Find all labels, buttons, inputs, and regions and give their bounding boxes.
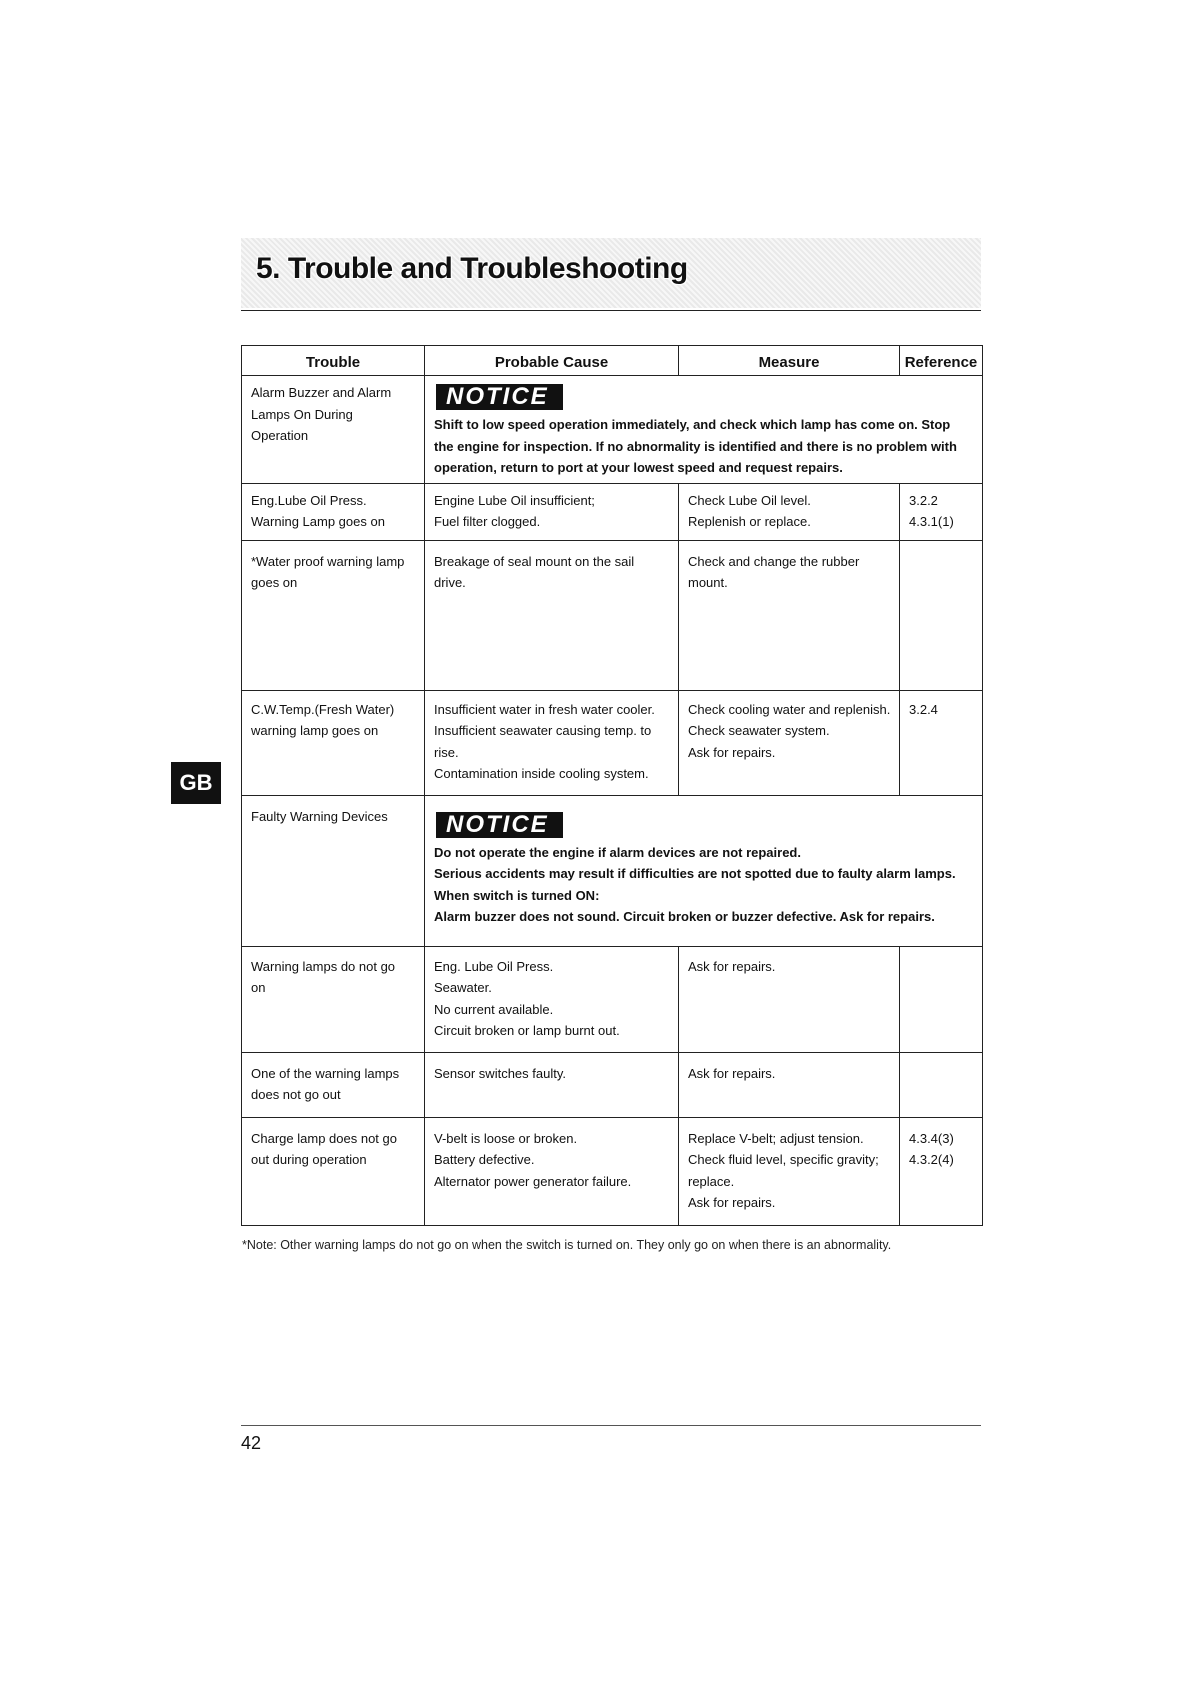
trouble-cell bbox=[242, 690, 425, 795]
trouble-text: out during operation bbox=[251, 1152, 367, 1167]
measure-cell bbox=[679, 946, 900, 1052]
language-tab: GB bbox=[171, 762, 221, 804]
trouble-text: Warning lamps do not go bbox=[251, 958, 396, 974]
reference-cell bbox=[900, 946, 983, 1052]
measure-text: Ask for repairs. bbox=[688, 1065, 776, 1081]
measure-cell bbox=[679, 1052, 900, 1117]
reference-text: 4.3.1(1) bbox=[909, 514, 954, 529]
notice-line: Do not operate the engine if alarm devices are not repaired. bbox=[434, 844, 801, 860]
notice-badge: NOTICE bbox=[436, 812, 563, 838]
measure-text: replace. bbox=[688, 1173, 735, 1189]
cause-cell bbox=[425, 540, 679, 690]
measure-text: Check cooling water and replenish. bbox=[688, 701, 891, 717]
measure-text: Ask for repairs. bbox=[688, 744, 776, 760]
table-row-charge-lamp bbox=[242, 1117, 983, 1225]
measure-cell bbox=[679, 540, 900, 690]
measure-text: Replenish or replace. bbox=[688, 514, 811, 529]
table-header-row bbox=[242, 346, 983, 376]
table-row-lamp-not-out bbox=[242, 1052, 983, 1117]
cause-text: Alternator power generator failure. bbox=[434, 1173, 632, 1189]
cause-text: drive. bbox=[434, 575, 466, 590]
cause-cell bbox=[425, 946, 679, 1052]
trouble-text: on bbox=[251, 980, 266, 995]
trouble-text: *Water proof warning lamp bbox=[251, 553, 405, 569]
table-row-alarm-buzzer bbox=[242, 376, 983, 484]
measure-text: Check Lube Oil level. bbox=[688, 492, 811, 508]
cause-cell bbox=[425, 483, 679, 540]
measure-text: Replace V-belt; adjust tension. bbox=[688, 1130, 864, 1146]
notice-text bbox=[434, 414, 974, 479]
trouble-cell bbox=[242, 483, 425, 540]
reference-text: 4.3.4(3) bbox=[909, 1130, 954, 1146]
reference-cell bbox=[900, 483, 983, 540]
header-measure: Measure bbox=[679, 346, 900, 376]
trouble-cell bbox=[242, 1117, 425, 1225]
measure-cell bbox=[679, 1117, 900, 1225]
footnote: *Note: Other warning lamps do not go on when the switch is turned on. They only go on when there is an abnormality. bbox=[242, 1238, 892, 1252]
trouble-text: Operation bbox=[251, 428, 309, 443]
header-trouble: Trouble bbox=[242, 346, 425, 376]
cause-cell bbox=[425, 690, 679, 795]
cause-cell bbox=[425, 1117, 679, 1225]
table-row-lamps-not-on bbox=[242, 946, 983, 1052]
table-row-cw-temp bbox=[242, 690, 983, 795]
notice-line: the engine for inspection. If no abnormality is identified and there is no problem with bbox=[434, 438, 957, 454]
title-divider bbox=[241, 310, 981, 311]
cause-text: Breakage of seal mount on the sail bbox=[434, 553, 635, 569]
measure-text: Ask for repairs. bbox=[688, 1195, 776, 1210]
measure-text: Check seawater system. bbox=[688, 723, 830, 738]
cause-text: Seawater. bbox=[434, 980, 492, 995]
reference-text: 3.2.4 bbox=[909, 701, 938, 717]
measure-cell bbox=[679, 690, 900, 795]
footer-divider bbox=[241, 1425, 981, 1426]
cause-text: Engine Lube Oil insufficient; bbox=[434, 492, 595, 508]
trouble-text: Lamps On During bbox=[251, 406, 353, 422]
notice-line: Shift to low speed operation immediately, and check which lamp has come on. Stop bbox=[434, 417, 951, 432]
reference-text: 4.3.2(4) bbox=[909, 1152, 954, 1167]
notice-line: Serious accidents may result if difficulties are not spotted due to faulty alarm lamps. bbox=[434, 866, 956, 881]
cause-text: Contamination inside cooling system. bbox=[434, 766, 649, 781]
notice-cell bbox=[425, 376, 983, 484]
trouble-text: C.W.Temp.(Fresh Water) bbox=[251, 701, 395, 717]
cause-text: Circuit broken or lamp burnt out. bbox=[434, 1023, 620, 1038]
trouble-text: Faulty Warning Devices bbox=[251, 808, 388, 824]
trouble-text: goes on bbox=[251, 575, 298, 590]
table-row-faulty-devices bbox=[242, 795, 983, 946]
notice-text bbox=[434, 842, 974, 928]
cause-cell bbox=[425, 1052, 679, 1117]
reference-cell bbox=[900, 690, 983, 795]
cause-text: Fuel filter clogged. bbox=[434, 514, 541, 529]
cause-text: No current available. bbox=[434, 1001, 554, 1017]
table-row-water-proof bbox=[242, 540, 983, 690]
cause-text: Sensor switches faulty. bbox=[434, 1065, 566, 1081]
measure-cell bbox=[679, 483, 900, 540]
trouble-text: Eng.Lube Oil Press. bbox=[251, 492, 367, 508]
trouble-text: One of the warning lamps bbox=[251, 1065, 400, 1081]
cause-text: Insufficient seawater causing temp. to bbox=[434, 723, 652, 738]
page-number: 42 bbox=[241, 1433, 262, 1453]
trouble-text: Alarm Buzzer and Alarm bbox=[251, 385, 392, 400]
header-reference: Reference bbox=[900, 346, 983, 376]
trouble-text: Charge lamp does not go bbox=[251, 1130, 397, 1146]
trouble-cell bbox=[242, 946, 425, 1052]
reference-cell bbox=[900, 1117, 983, 1225]
measure-text: mount. bbox=[688, 575, 728, 590]
cause-text: rise. bbox=[434, 744, 459, 760]
reference-cell bbox=[900, 1052, 983, 1117]
cause-text: Insufficient water in fresh water cooler. bbox=[434, 701, 655, 717]
measure-text: Check and change the rubber bbox=[688, 553, 860, 569]
notice-line: Alarm buzzer does not sound. Circuit broken or buzzer defective. Ask for repairs. bbox=[434, 909, 935, 924]
notice-cell bbox=[425, 795, 983, 946]
trouble-text: warning lamp goes on bbox=[251, 723, 379, 738]
trouble-cell bbox=[242, 1052, 425, 1117]
trouble-cell bbox=[242, 540, 425, 690]
cause-text: Battery defective. bbox=[434, 1152, 535, 1167]
table-row-lube-oil bbox=[242, 483, 983, 540]
measure-text: Check fluid level, specific gravity; bbox=[688, 1152, 879, 1167]
troubleshooting-table bbox=[241, 345, 983, 1226]
notice-line: operation, return to port at your lowest speed and request repairs. bbox=[434, 460, 843, 475]
reference-text: 3.2.2 bbox=[909, 492, 938, 508]
page-title: 5. Trouble and Troubleshooting bbox=[256, 252, 688, 285]
trouble-cell bbox=[242, 376, 425, 484]
header-probable-cause: Probable Cause bbox=[425, 346, 679, 376]
reference-cell bbox=[900, 540, 983, 690]
notice-line: When switch is turned ON: bbox=[434, 887, 600, 903]
measure-text: Ask for repairs. bbox=[688, 958, 776, 974]
cause-text: Eng. Lube Oil Press. bbox=[434, 958, 554, 974]
trouble-text: Warning Lamp goes on bbox=[251, 514, 385, 529]
trouble-cell bbox=[242, 795, 425, 946]
trouble-text: does not go out bbox=[251, 1087, 341, 1102]
cause-text: V-belt is loose or broken. bbox=[434, 1130, 578, 1146]
notice-badge: NOTICE bbox=[436, 384, 563, 410]
